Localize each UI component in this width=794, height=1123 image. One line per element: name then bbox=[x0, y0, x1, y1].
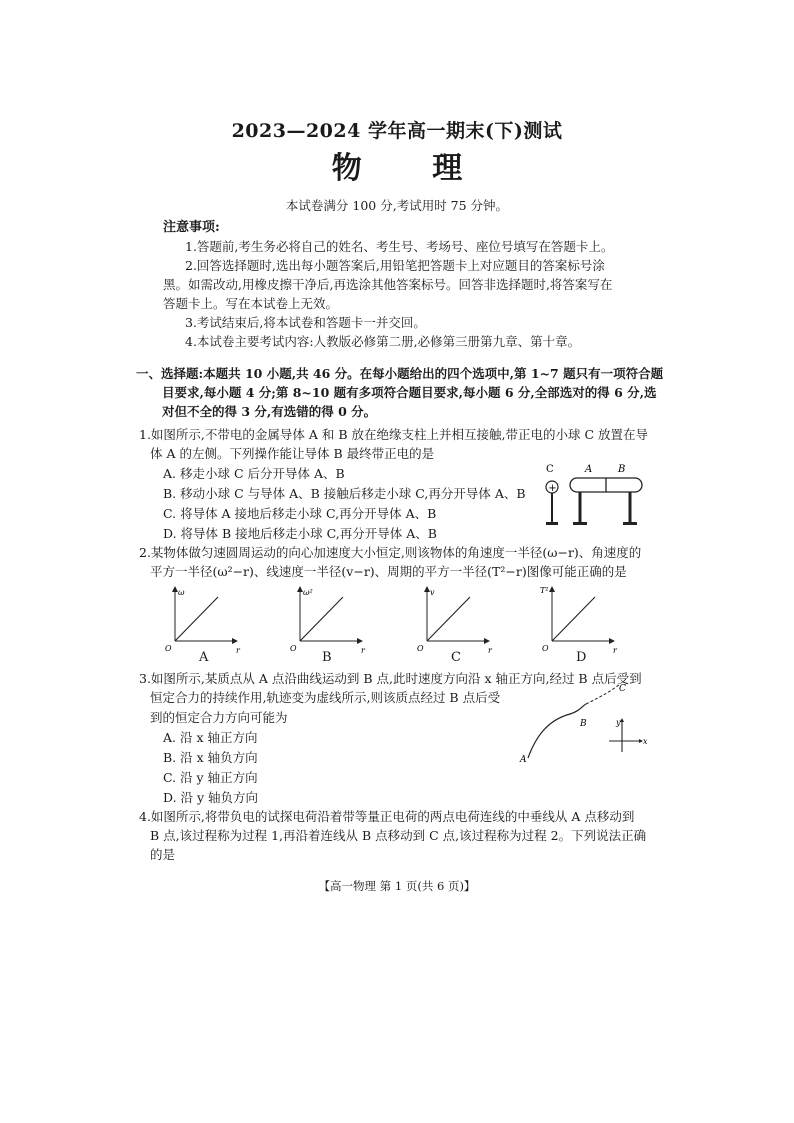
q2-stem-2: 平方一半径(ω²−r)、线速度一半径(v−r)、周期的平方一半径(T²−r)图像可能正确的是 bbox=[150, 564, 627, 579]
notice-heading: 注意事项: bbox=[163, 220, 220, 235]
graph-c-option: C bbox=[451, 650, 461, 665]
q3-stem-3: 到的恒定合力方向可能为 bbox=[150, 710, 288, 725]
graph-a-ylabel: ω bbox=[178, 588, 185, 597]
page-footer: 【高一物理 第 1 页(共 6 页)】 bbox=[318, 879, 476, 893]
notice-line-6: 4.本试卷主要考试内容:人教版必修第二册,必修第三册第九章、第十章。 bbox=[185, 334, 581, 349]
graph-b-origin: O bbox=[290, 644, 297, 653]
fig-label-b: B bbox=[618, 464, 626, 475]
axis-y-label: y bbox=[616, 718, 621, 727]
fig-label-c: C bbox=[546, 464, 554, 475]
section1-line-1: 一、选择题:本题共 10 小题,共 46 分。在每小题给出的四个选项中,第 1~7 题只有一项符合题 bbox=[136, 366, 664, 381]
notice-line-3: 黑。如需改动,用橡皮擦干净后,再选涂其他答案标号。回答非选择题时,将答案写在 bbox=[163, 277, 613, 292]
q1-figure bbox=[540, 460, 650, 532]
graph-b-ylabel: ω² bbox=[303, 588, 313, 597]
q3-figure bbox=[510, 678, 660, 768]
graph-a-option: A bbox=[199, 650, 209, 665]
graph-a-line bbox=[175, 597, 218, 641]
q3-option-b: B. 沿 x 轴负方向 bbox=[163, 750, 258, 765]
graph-d-line bbox=[552, 597, 595, 641]
graph-b bbox=[290, 587, 366, 655]
graph-d-ylabel: T² bbox=[540, 586, 549, 595]
graph-b-option: B bbox=[322, 650, 332, 665]
exam-info: 本试卷满分 100 分,考试用时 75 分钟。 bbox=[285, 198, 509, 213]
graph-b-xlabel: r bbox=[361, 646, 365, 655]
graph-c-xlabel: r bbox=[488, 646, 492, 655]
graph-a bbox=[165, 587, 241, 655]
graph-c bbox=[417, 587, 493, 655]
q1-option-a: A. 移走小球 C 后分开导体 A、B bbox=[163, 466, 345, 481]
graph-d-origin: O bbox=[542, 644, 549, 653]
q4-stem-3: 的是 bbox=[150, 847, 176, 862]
notice-line-4: 答题卡上。写在本试卷上无效。 bbox=[163, 296, 339, 311]
q1-stem-1: 1.如图所示,不带电的金属导体 A 和 B 放在绝缘支柱上并相互接触,带正电的小球 C 放置在导 bbox=[139, 427, 648, 442]
q1-stem-2: 体 A 的左侧。下列操作能让导体 B 最终带正电的是 bbox=[150, 446, 435, 461]
q3-stem-2: 恒定合力的持续作用,轨迹变为虚线所示,则该质点经过 B 点后受 bbox=[150, 690, 501, 705]
graph-a-origin: O bbox=[165, 644, 172, 653]
q1-option-d: D. 将导体 B 接地后移走小球 C,再分开导体 A、B bbox=[163, 526, 437, 541]
q4-stem-1: 4.如图所示,将带负电的试探电荷沿着带等量正电荷的两点电荷连线的中垂线从 A 点移动到 bbox=[139, 809, 635, 824]
notice-line-1: 1.答题前,考生务必将自己的姓名、考生号、考场号、座位号填写在答题卡上。 bbox=[185, 239, 614, 254]
graph-c-origin: O bbox=[417, 644, 424, 653]
graph-d-xlabel: r bbox=[613, 646, 617, 655]
graph-b-line bbox=[300, 597, 343, 641]
exam-title: 2023—2024 学年高一期末(下)测试 bbox=[231, 120, 563, 142]
q4-stem-2: B 点,该过程称为过程 1,再沿着连线从 B 点移动到 C 点,该过程称为过程 2。下列说法正确 bbox=[150, 828, 647, 843]
notice-line-5: 3.考试结束后,将本试卷和答题卡一并交回。 bbox=[185, 315, 426, 330]
axis-x-label: x bbox=[643, 737, 648, 746]
trajectory-solid bbox=[528, 704, 586, 758]
q3-option-c: C. 沿 y 轴正方向 bbox=[163, 770, 258, 785]
notice-line-2: 2.回答选择题时,选出每小题答案后,用铅笔把答题卡上对应题目的答案标号涂 bbox=[185, 258, 605, 273]
point-a-label: A bbox=[520, 755, 527, 765]
plus-sign: + bbox=[548, 483, 557, 494]
graph-a-xlabel: r bbox=[236, 646, 240, 655]
point-b-label: B bbox=[580, 719, 587, 729]
graph-d bbox=[540, 586, 618, 655]
point-c-label: C bbox=[619, 684, 626, 694]
section1-line-2: 目要求,每小题 4 分;第 8~10 题有多项符合题目要求,每小题 6 分,全部选对的得 6 分,选 bbox=[162, 385, 657, 400]
trajectory-dashed bbox=[586, 684, 620, 704]
q1-option-b: B. 移动小球 C 与导体 A、B 接触后移走小球 C,再分开导体 A、B bbox=[163, 486, 526, 501]
q2-graphs bbox=[160, 583, 640, 665]
fig-label-a: A bbox=[585, 464, 593, 475]
q3-stem-1: 3.如图所示,某质点从 A 点沿曲线运动到 B 点,此时速度方向沿 x 轴正方向,经过 B 点后受到 bbox=[139, 671, 642, 686]
graph-d-option: D bbox=[576, 650, 587, 665]
graph-c-ylabel: v bbox=[430, 588, 435, 597]
q3-option-a: A. 沿 x 轴正方向 bbox=[163, 730, 258, 745]
section1-line-3: 对但不全的得 3 分,有选错的得 0 分。 bbox=[162, 404, 377, 419]
subject-title: 物 理 bbox=[331, 151, 493, 186]
graph-c-line bbox=[427, 597, 470, 641]
q1-option-c: C. 将导体 A 接地后移走小球 C,再分开导体 A、B bbox=[163, 506, 437, 521]
q2-stem-1: 2.某物体做匀速圆周运动的向心加速度大小恒定,则该物体的角速度一半径(ω−r)、角速度的 bbox=[139, 545, 642, 560]
q3-option-d: D. 沿 y 轴负方向 bbox=[163, 790, 259, 805]
